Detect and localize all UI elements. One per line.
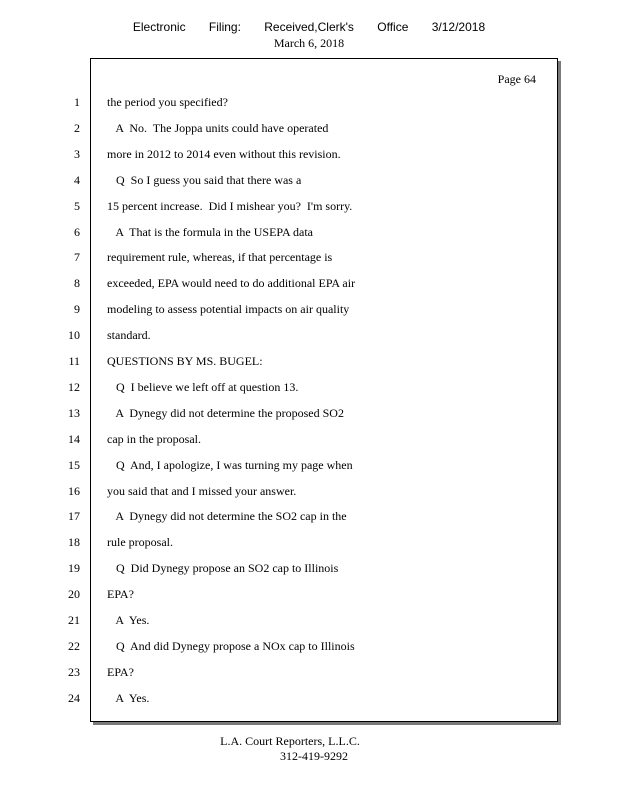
transcript-line: Q And, I apologize, I was turning my page when: [107, 457, 353, 472]
line-number: 18: [68, 535, 80, 550]
line-number: 19: [68, 561, 80, 576]
transcript-line: QUESTIONS BY MS. BUGEL:: [107, 354, 263, 368]
footer-phone: 312-419-9292: [280, 749, 348, 763]
line-number: 1: [74, 95, 80, 109]
line-number: 3: [74, 146, 80, 161]
line-number: 20: [68, 587, 80, 602]
line-number: 13: [68, 405, 80, 420]
line-number: 15: [68, 457, 80, 472]
transcript-line: A Dynegy did not determine the proposed SO2: [107, 405, 344, 420]
line-number: 23: [68, 664, 80, 679]
transcript-line: you said that and I missed your answer.: [107, 483, 297, 498]
transcript-line: A Yes.: [107, 690, 150, 705]
line-number: 11: [68, 354, 80, 368]
transcript-line: modeling to assess potential impacts on air quality: [107, 302, 350, 317]
transcript-line: EPA?: [107, 664, 134, 679]
line-number: 8: [74, 276, 80, 291]
transcript-line: A Yes.: [107, 613, 150, 627]
transcript-line: exceeded, EPA would need to do additional EPA air: [107, 276, 356, 291]
transcript-line: cap in the proposal.: [107, 431, 201, 446]
transcript-line: Q I believe we left off at question 13.: [107, 379, 299, 394]
transcript-date: March 6, 2018: [273, 36, 345, 50]
line-number: 16: [68, 483, 80, 498]
line-number: 9: [74, 302, 80, 317]
filing-stamp-received: Received,Clerk's: [264, 20, 354, 34]
filing-stamp-filing: Filing:: [208, 20, 241, 34]
line-number: 24: [68, 690, 80, 705]
line-number: 6: [74, 224, 80, 239]
filing-stamp: [0, 20, 618, 34]
line-number: 17: [68, 509, 80, 524]
line-number: 7: [74, 250, 80, 265]
transcript-line: Q Did Dynegy propose an SO2 cap to Illinois: [107, 561, 339, 576]
footer-company: L.A. Court Reporters, L.L.C.: [220, 734, 360, 748]
transcript-line: A Dynegy did not determine the SO2 cap in the: [107, 509, 347, 524]
transcript-line: A That is the formula in the USEPA data: [107, 224, 313, 239]
transcript-line: EPA?: [107, 587, 134, 602]
transcript-line: more in 2012 to 2014 even without this revision.: [107, 146, 341, 161]
line-number: 12: [68, 379, 80, 394]
transcript-line: Q So I guess you said that there was a: [107, 172, 302, 187]
transcript-line: 15 percent increase. Did I mishear you? I'm sorry.: [107, 198, 353, 213]
transcript-line: the period you specified?: [107, 95, 228, 109]
filing-stamp-electronic: Electronic: [132, 20, 186, 34]
filing-stamp-date: 3/12/2018: [431, 20, 486, 34]
filing-stamp-office: Office: [377, 20, 409, 34]
line-number: 10: [68, 328, 80, 343]
transcript-line: rule proposal.: [107, 535, 173, 550]
transcript-line: requirement rule, whereas, if that percentage is: [107, 250, 333, 265]
line-number: 5: [74, 198, 80, 213]
page-number: Page 64: [497, 72, 536, 86]
line-number: 21: [68, 613, 80, 627]
line-number: 22: [68, 638, 80, 653]
transcript-line: Q And did Dynegy propose a NOx cap to Illinois: [107, 638, 355, 653]
line-number: 4: [74, 172, 80, 187]
line-number: 14: [68, 431, 80, 446]
line-number: 2: [74, 120, 80, 135]
transcript-line: standard.: [107, 328, 151, 343]
transcript-line: A No. The Joppa units could have operated: [107, 120, 329, 135]
